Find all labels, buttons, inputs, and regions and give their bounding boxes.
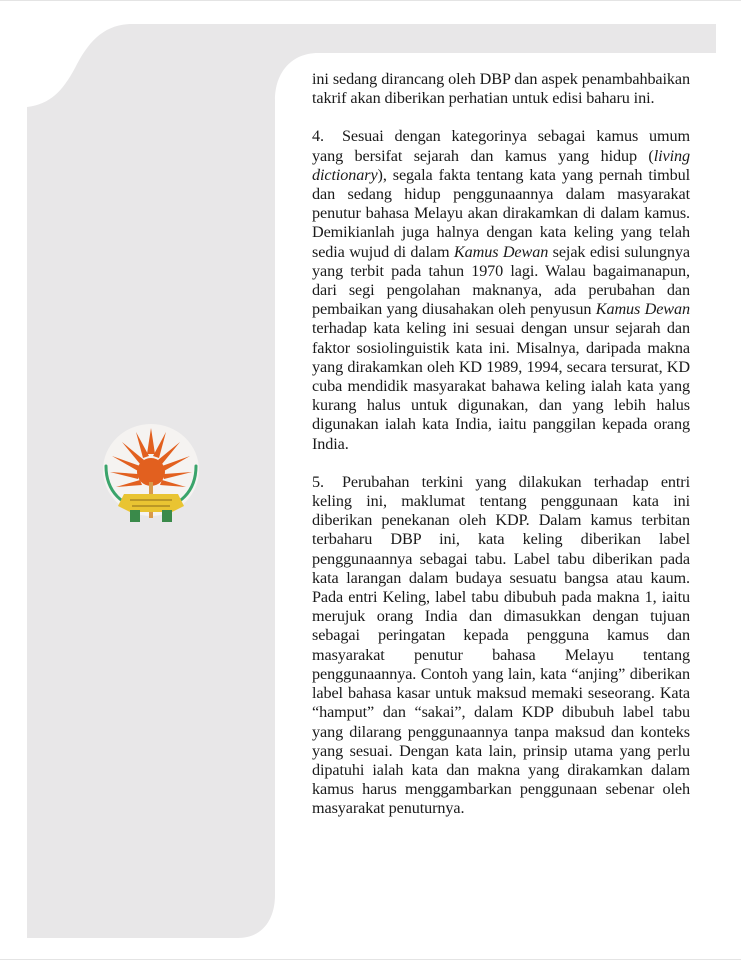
- italic-title: Kamus Dewan: [595, 300, 690, 319]
- paragraph-text: ini sedang dirancang oleh DBP dan aspek penambahbaikan takrif akan diberikan perhatian untuk edisi baharu ini.: [312, 70, 690, 108]
- paragraph-text: terhadap kata keling ini sesuai dengan unsur sejarah dan faktor sosiolinguistik kata ini. Misalnya, daripada makna yang dirakamkan oleh KD 1989, 1994, secara tersurat, KD cuba mendidik masyarakat bahawa keling ialah kata yang kurang halus untuk digunakan, dan yang lebih halus digunakan ialah kata India, iaitu panggilan kepada orang India.: [312, 319, 690, 453]
- dbp-emblem-icon: [100, 420, 202, 530]
- paragraph-text: Perubahan terkini yang dilakukan terhadap entri keling ini, maklumat tentang penggunaan kata ini diberikan penekanan oleh KDP. Dalam kamus terbitan terbaharu DBP ini, kata keling diberikan label penggunaannya sebagai tabu. Label tabu diberikan pada kata larangan dalam budaya sesuatu bangsa atau kaum. Pada entri Keling, label tabu dibubuh pada makna 1, iaitu merujuk orang India dan dimasukkan dengan tujuan sebagai peringatan kepada pengguna kamus dan masyarakat penutur bahasa Melayu tentang penggunaannya. Contoh yang lain, kata “anjing” diberikan label bahasa kasar untuk maksud memaki seseorang. Kata “hamput” dan “sakai”, dalam KDP dibubuh label tabu yang dilarang penggunaannya tanpa maksud dan konteks yang sesuai. Dengan kata lain, prinsip utama yang perlu dipatuhi ialah kata dan makna yang dirakamkan dalam kamus harus menggambarkan penggunaan sebenar oleh masyarakat penuturnya.: [312, 472, 690, 818]
- paragraph-continuation: [312, 70, 690, 108]
- paragraph-text: Sesuai dengan kategorinya sebagai kamus umum yang bersifat sejarah dan kamus yang hidup (: [312, 127, 690, 165]
- italic-term: living dictionary: [312, 146, 690, 184]
- paragraph-4: [312, 127, 690, 453]
- paragraph-5: [312, 473, 690, 819]
- paragraph-text: ), segala fakta tentang kata yang pernah timbul dan sedang hidup penggunaannya dalam masyarakat penutur bahasa Melayu akan dirakamkan di dalam kamus. Demikianlah juga halnya dengan kata keling yang telah sedia wujud di dalam: [312, 165, 690, 261]
- paragraph-text: sejak edisi sulungnya yang terbit pada tahun 1970 lagi. Walau bagaimanapun, dari segi pengolahan maknanya, ada perubahan dan pembaikan yang diusahakan oleh penyusun: [312, 242, 690, 319]
- italic-title: Kamus Dewan: [453, 242, 549, 261]
- paragraph-number: 4.: [312, 127, 324, 146]
- document-body: [312, 70, 690, 838]
- paragraph-number: 5.: [312, 472, 324, 491]
